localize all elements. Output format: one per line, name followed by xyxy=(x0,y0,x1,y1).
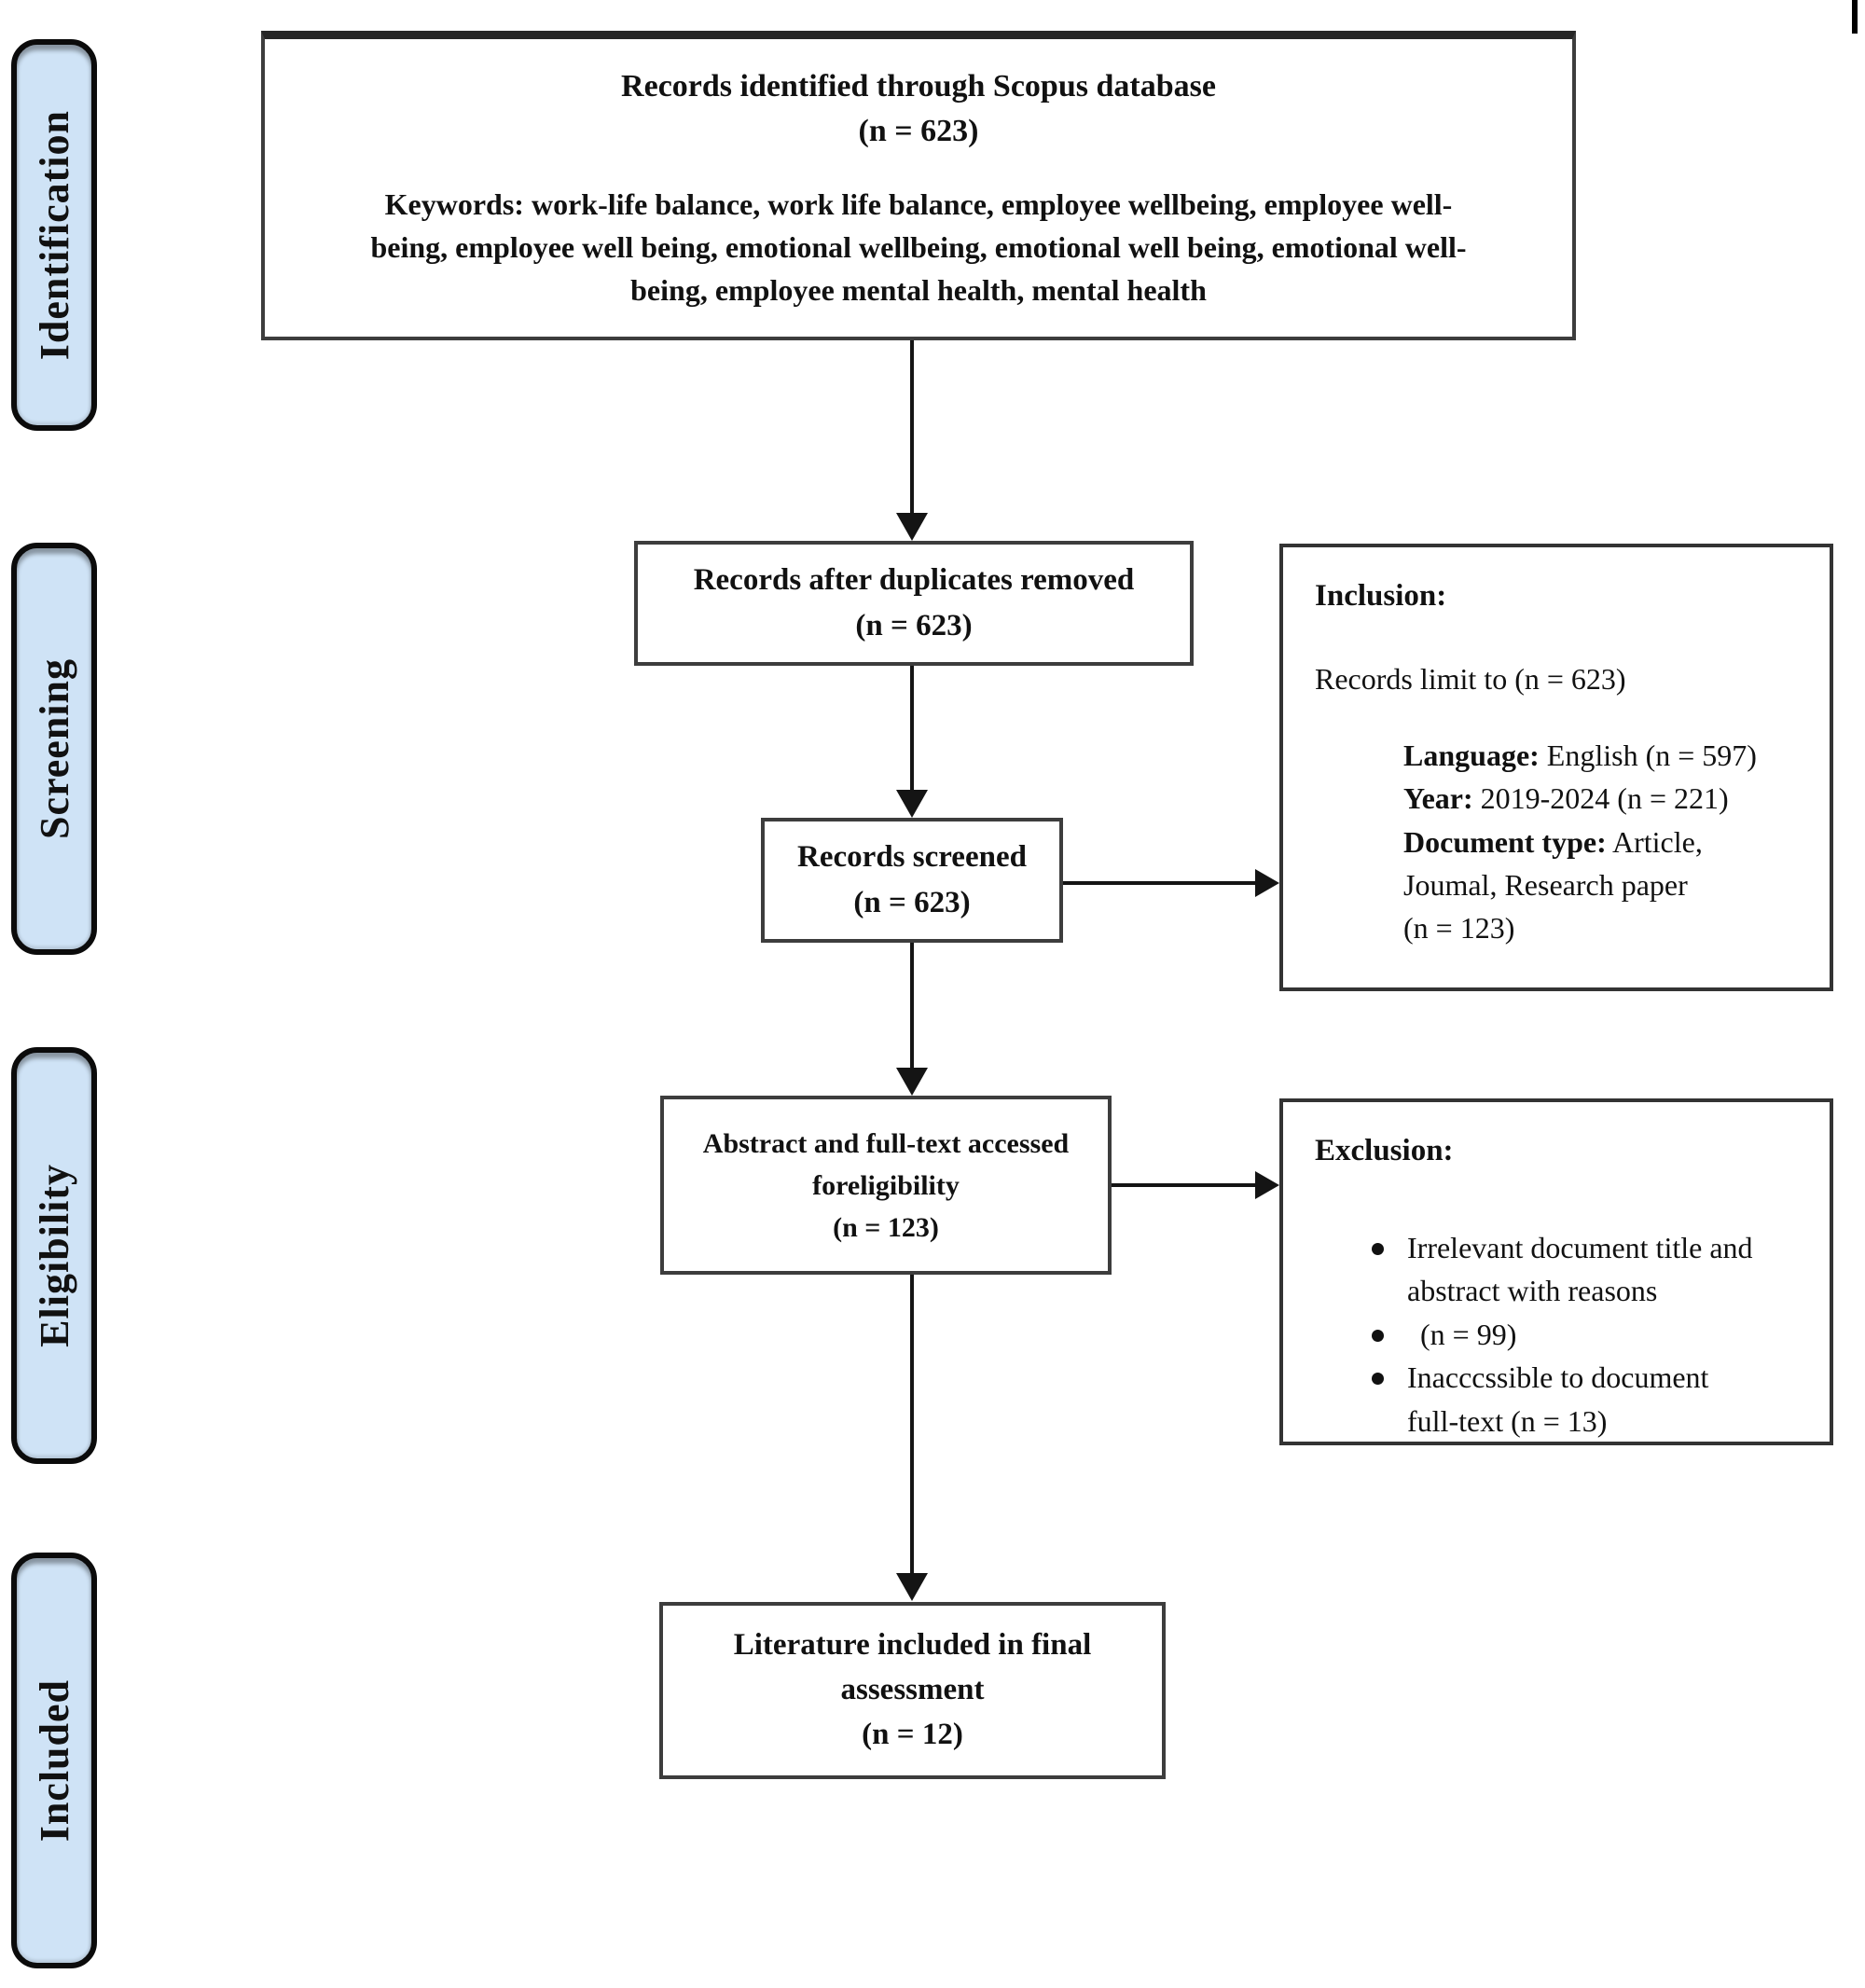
arrow-right-icon xyxy=(1255,869,1279,897)
keywords-line: being, employee mental health, mental health xyxy=(630,272,1207,307)
arrow-screened-to-inclusion-line xyxy=(1063,881,1255,885)
stage-included-label: Included xyxy=(31,1678,77,1843)
arrow-eligibility-to-exclusion-line xyxy=(1112,1183,1255,1187)
arrow-screened-to-eligibility-line xyxy=(910,943,914,1069)
criteria-line: Document type: Article, xyxy=(1403,824,1703,859)
records-screened-count: (n = 623) xyxy=(853,886,971,919)
stage-identification-label: Identification xyxy=(31,109,77,361)
records-screened-box xyxy=(761,818,1063,943)
final-included-line: assessment xyxy=(840,1673,985,1707)
stage-identification xyxy=(11,39,97,431)
final-included-box xyxy=(659,1602,1166,1779)
exclusion-bullet: (n = 99) xyxy=(1366,1313,1803,1356)
criteria-line: Year: 2019-2024 (n = 221) xyxy=(1403,781,1729,816)
stage-eligibility-label: Eligibility xyxy=(31,1164,77,1347)
inclusion-intro: Records limit to (n = 623) xyxy=(1315,662,1626,696)
stage-eligibility xyxy=(11,1047,97,1464)
keywords-line: Keywords: work-life balance, work life balance, employee wellbeing, employee well- xyxy=(384,186,1453,221)
arrow-down-icon xyxy=(896,513,928,541)
scan-artifact xyxy=(1852,0,1858,34)
criteria-line: (n = 123) xyxy=(1403,911,1515,946)
duplicates-removed-label: Records after duplicates removed xyxy=(693,562,1135,597)
keywords-block xyxy=(370,183,1466,311)
exclusion-bullet: Inacccssible to document full-text (n = 13) xyxy=(1366,1356,1803,1443)
records-identified-title: Records identified through Scopus database xyxy=(621,69,1216,104)
records-identified-count: (n = 623) xyxy=(858,114,979,149)
inclusion-header: Inclusion: xyxy=(1315,579,1447,613)
criteria-line: Joumal, Research paper xyxy=(1403,867,1688,902)
eligibility-assessment-box xyxy=(660,1096,1112,1275)
duplicates-removed-count: (n = 623) xyxy=(855,609,973,642)
exclusion-panel xyxy=(1279,1098,1833,1445)
exclusion-bullet: Irrelevant document title and abstract with reasons xyxy=(1366,1226,1803,1313)
exclusion-bullet-list xyxy=(1315,1226,1803,1443)
eligibility-line: foreligibility xyxy=(812,1169,960,1201)
arrow-down-icon xyxy=(896,1068,928,1096)
keywords-line: being, employee well being, emotional wellbeing, emotional well being, emotional well- xyxy=(370,229,1467,264)
stage-screening-label: Screening xyxy=(31,658,77,839)
eligibility-line: Abstract and full-text accessed xyxy=(702,1127,1070,1159)
arrow-down-icon xyxy=(896,790,928,818)
final-included-count: (n = 12) xyxy=(862,1717,963,1751)
stage-included xyxy=(11,1553,97,1968)
arrow-down-icon xyxy=(896,1573,928,1601)
inclusion-criteria xyxy=(1403,734,1803,950)
records-screened-label: Records screened xyxy=(797,839,1027,874)
inclusion-panel xyxy=(1279,544,1833,991)
arrow-eligibility-to-included-line xyxy=(910,1275,914,1574)
final-included-line: Literature included in final xyxy=(733,1628,1092,1663)
arrow-right-icon xyxy=(1255,1171,1279,1199)
criteria-line: Language: English (n = 597) xyxy=(1403,738,1757,772)
eligibility-count: (n = 123) xyxy=(833,1211,939,1243)
duplicates-removed-box xyxy=(634,541,1194,666)
exclusion-header: Exclusion: xyxy=(1315,1134,1454,1167)
records-identified-box xyxy=(261,31,1576,340)
arrow-duplicates-to-screened-line xyxy=(910,666,914,791)
stage-screening xyxy=(11,543,97,955)
arrow-identified-to-duplicates-line xyxy=(910,340,914,514)
